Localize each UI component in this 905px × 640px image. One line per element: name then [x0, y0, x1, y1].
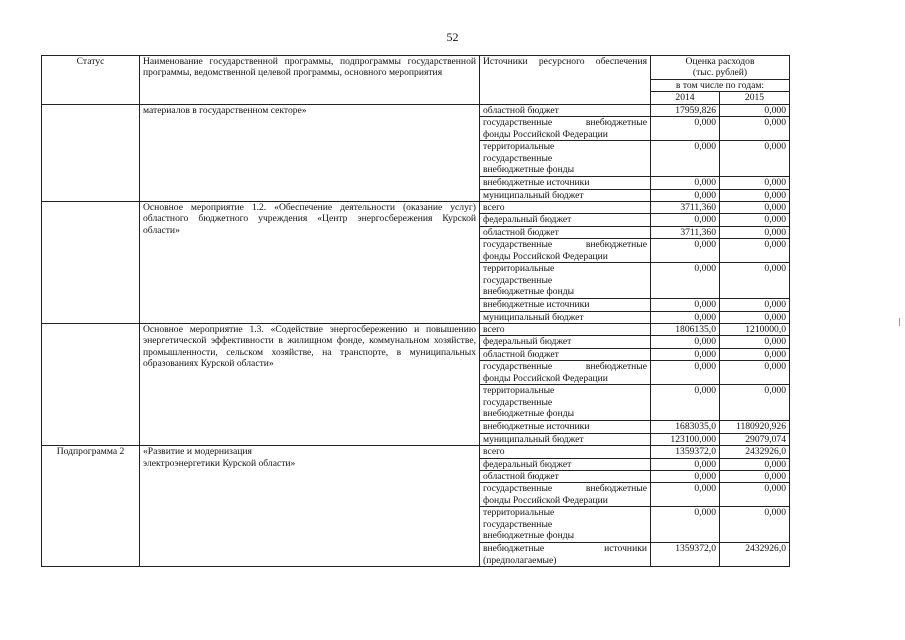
value-2014: 0,000 [651, 239, 720, 263]
value-2014: 0,000 [651, 458, 720, 470]
resource-table [41, 55, 790, 567]
source-line: фонды Российской Федерации [483, 250, 608, 262]
source-line: территориальные [483, 507, 555, 519]
source-offbudget-estimated [480, 543, 651, 567]
value-2014: 0,000 [651, 117, 720, 141]
source-federal: федеральный бюджет [480, 214, 651, 226]
source-line: внебюджетные фонды [483, 286, 575, 298]
source-federal: федеральный бюджет [480, 458, 651, 470]
value-2015: 0,000 [720, 177, 790, 189]
header-name: Наименование государственной программы, подпрограммы государственной программы, ведомственной целевой программы, основного мероприятия [140, 56, 480, 105]
value-2015: 29079,074 [720, 433, 790, 445]
value-2014: 0,000 [651, 311, 720, 323]
header-year-2014: 2014 [651, 92, 720, 104]
value-2014: 0,000 [651, 141, 720, 177]
status-subprogram: Подпрограмма 2 [42, 446, 140, 567]
value-2014: 1806135,0 [651, 324, 720, 336]
value-2015: 0,000 [720, 226, 790, 238]
value-2014: 0,000 [651, 189, 720, 201]
source-state-funds [480, 361, 651, 385]
source-line: государственные [483, 396, 553, 408]
source-federal: федеральный бюджет [480, 336, 651, 348]
value-2015: 0,000 [720, 141, 790, 177]
value-2014: 0,000 [651, 263, 720, 299]
source-territorial-funds [480, 141, 651, 177]
source-line: внебюджетные фонды [483, 408, 575, 420]
value-2015: 0,000 [720, 458, 790, 470]
source-state-funds [480, 483, 651, 507]
source-line: фонды Российской Федерации [483, 372, 608, 384]
header-year-2015: 2015 [720, 92, 790, 104]
source-municipal: муниципальный бюджет [480, 189, 651, 201]
value-2015: 0,000 [720, 361, 790, 385]
value-2014: 0,000 [651, 361, 720, 385]
value-2014: 1683035,0 [651, 421, 720, 433]
status-cell [42, 104, 140, 201]
value-2014: 0,000 [651, 470, 720, 482]
value-2015: 0,000 [720, 189, 790, 201]
value-2014: 0,000 [651, 214, 720, 226]
value-2015: 1210000,0 [720, 324, 790, 336]
source-total: всего [480, 446, 651, 458]
source-line: фонды Российской Федерации [483, 494, 608, 506]
value-2014: 0,000 [651, 385, 720, 421]
source-offbudget: внебюджетные источники [480, 177, 651, 189]
value-2014: 123100,000 [651, 433, 720, 445]
scan-mark [899, 318, 900, 326]
status-cell [42, 202, 140, 324]
value-2014: 1359372,0 [651, 543, 720, 567]
source-offbudget: внебюджетные источники [480, 421, 651, 433]
value-2015: 0,000 [720, 117, 790, 141]
source-total: всего [480, 202, 651, 214]
source-line: государственные внебюджетные [483, 239, 647, 251]
value-2015: 0,000 [720, 483, 790, 507]
header-estimate-line1: Оценка расходов [685, 56, 755, 67]
value-2014: 17959,826 [651, 104, 720, 116]
activity-name: Основное мероприятие 1.3. «Содействие энергосбережению и повышению энергетической эффективности в жилищном фонде, коммунальном хозяйстве, промышленности, сельском хозяйстве, на транспорте, в муниципальных образованиях Курской области» [140, 324, 480, 446]
header-sources: Источники ресурсного обеспечения [480, 56, 651, 105]
source-offbudget: внебюджетные источники [480, 299, 651, 311]
source-regional: областной бюджет [480, 226, 651, 238]
source-line: фонды Российской Федерации [483, 128, 608, 140]
value-2015: 0,000 [720, 348, 790, 360]
source-territorial-funds [480, 263, 651, 299]
source-state-funds [480, 239, 651, 263]
header-by-years: в том числе по годам: [651, 80, 790, 92]
value-2015: 0,000 [720, 214, 790, 226]
value-2015: 0,000 [720, 202, 790, 214]
subprogram-name-line2: электроэнергетики Курской области» [143, 457, 296, 469]
source-territorial-funds [480, 507, 651, 543]
source-line: территориальные [483, 141, 555, 153]
source-regional: областной бюджет [480, 104, 651, 116]
value-2015: 0,000 [720, 470, 790, 482]
source-line: внебюджетные фонды [483, 164, 575, 176]
source-line: (предполагаемые) [483, 554, 557, 566]
source-line: государственные [483, 518, 553, 530]
status-cell [42, 324, 140, 446]
value-2015: 0,000 [720, 263, 790, 299]
value-2015: 0,000 [720, 507, 790, 543]
value-2015: 0,000 [720, 385, 790, 421]
value-2014: 3711,360 [651, 202, 720, 214]
source-municipal: муниципальный бюджет [480, 433, 651, 445]
source-line: внебюджетные фонды [483, 530, 575, 542]
source-line: государственные внебюджетные [483, 483, 647, 495]
source-regional: областной бюджет [480, 348, 651, 360]
value-2015: 0,000 [720, 311, 790, 323]
header-estimate-line2: (тыс. рублей) [692, 67, 748, 79]
value-2014: 0,000 [651, 348, 720, 360]
value-2015: 0,000 [720, 336, 790, 348]
source-regional: областной бюджет [480, 470, 651, 482]
value-2015: 1180920,926 [720, 421, 790, 433]
header-estimate [651, 56, 790, 80]
subprogram-name [140, 446, 480, 567]
source-line: территориальные [483, 263, 555, 275]
source-line: внебюджетные источники [483, 543, 647, 555]
activity-name: Основное мероприятие 1.2. «Обеспечение деятельности (оказание услуг) областного бюджетного учреждения «Центр энергосбережения Курской области» [140, 202, 480, 324]
value-2014: 0,000 [651, 507, 720, 543]
source-line: государственные [483, 274, 553, 286]
value-2015: 0,000 [720, 104, 790, 116]
value-2014: 0,000 [651, 336, 720, 348]
subprogram-name-line1: «Развитие и модернизация [143, 446, 252, 458]
value-2014: 0,000 [651, 483, 720, 507]
source-state-funds [480, 117, 651, 141]
value-2015: 2432926,0 [720, 543, 790, 567]
value-2015: 2432926,0 [720, 446, 790, 458]
source-line: государственные внебюджетные [483, 361, 647, 373]
value-2014: 1359372,0 [651, 446, 720, 458]
value-2015: 0,000 [720, 299, 790, 311]
header-status: Статус [42, 56, 140, 105]
value-2015: 0,000 [720, 239, 790, 263]
source-line: государственные [483, 152, 553, 164]
value-2014: 0,000 [651, 177, 720, 189]
source-municipal: муниципальный бюджет [480, 311, 651, 323]
value-2014: 3711,360 [651, 226, 720, 238]
value-2014: 0,000 [651, 299, 720, 311]
activity-name: материалов в государственном секторе» [140, 104, 480, 201]
page-number: 52 [446, 30, 459, 44]
source-total: всего [480, 324, 651, 336]
source-territorial-funds [480, 385, 651, 421]
source-line: территориальные [483, 385, 555, 397]
source-line: государственные внебюджетные [483, 117, 647, 129]
